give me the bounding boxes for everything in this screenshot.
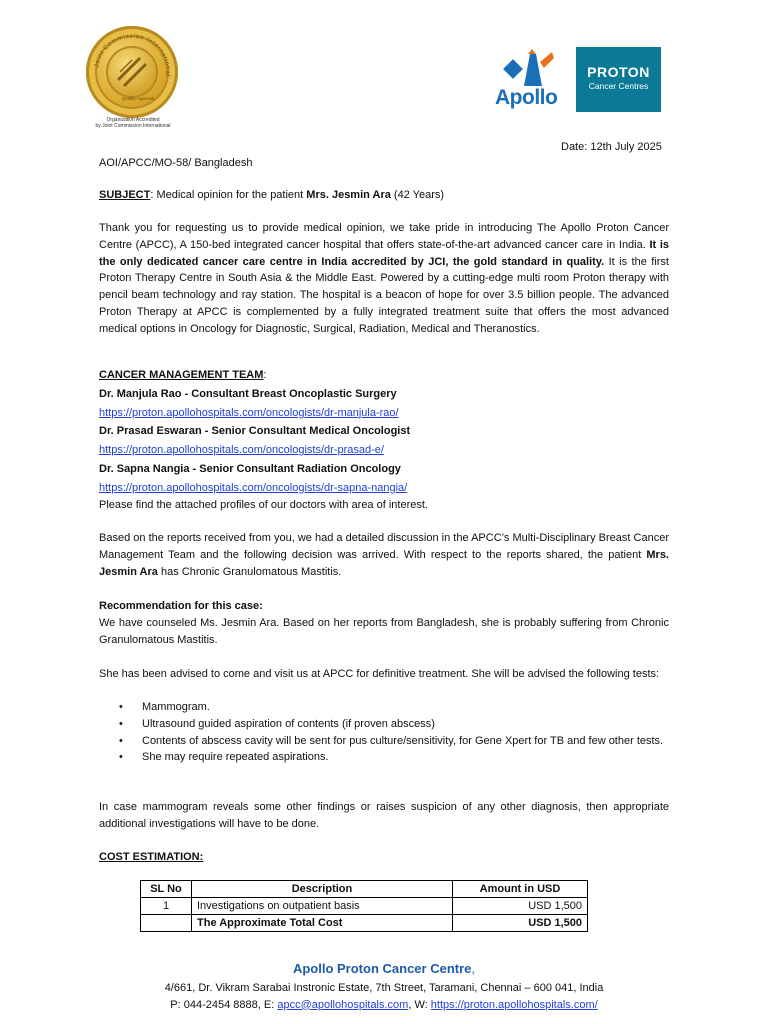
intro-text-1: Thank you for requesting us to provide medical opinion, we take pride in introducing The Apollo Proton Cancer Centre (APCC), A 150-bed integrated cancer hospital that offers state-of-the-art advanced cancer care in India. [99, 222, 669, 251]
recommendation-text: We have counseled Ms. Jesmin Ara. Based on her reports from Bangladesh, she is probably suffering from Chronic Granulomatous Mastitis. [99, 617, 669, 646]
column-header-description: Description [192, 881, 453, 898]
row-sl: 1 [141, 898, 192, 915]
test-item: • Mammogram. [99, 699, 669, 716]
seal-ring-text: Joint Commission International [93, 32, 172, 78]
seal-caption-line2: by Joint Commission International [95, 123, 171, 129]
table-header-row [141, 881, 588, 898]
team-section [99, 367, 669, 513]
footer-phone: P: 044-2454 8888, E: [170, 998, 278, 1011]
seal-emblem-icon [106, 46, 158, 98]
footer-web-label: , W: [408, 998, 431, 1011]
column-header-amount: Amount in USD [453, 881, 588, 898]
table-row [141, 898, 588, 915]
doctor-2-name: Dr. Prasad Eswaran - Senior Consultant Medical Oncologist [99, 425, 411, 438]
table-total-row [141, 915, 588, 932]
intro-jci-highlight: It is the only dedicated cancer care centre in India accredited by JCI, the gold standard in quality. [99, 238, 669, 268]
subject-text: : Medical opinion for the patient [150, 189, 307, 201]
footer [0, 960, 768, 1013]
cost-table [140, 880, 588, 932]
tests-list [99, 699, 669, 766]
doctor-3-name: Dr. Sapna Nangia - Senior Consultant Radiation Oncology [99, 462, 401, 475]
discussion-patient: Mrs. Jesmin Ara [99, 548, 669, 578]
intro-paragraph [99, 220, 669, 338]
team-heading [99, 367, 669, 384]
doctor-2-profile-link[interactable]: https://proton.apollohospitals.com/oncologists/dr-prasad-e/ [99, 444, 384, 457]
seal-inner-label: Quality Approval [121, 96, 155, 101]
footer-contact [0, 997, 768, 1014]
doctor-1-name: Dr. Manjula Rao - Consultant Breast Oncoplastic Surgery [99, 387, 397, 400]
doctor-1-profile-link[interactable]: https://proton.apollohospitals.com/oncologists/dr-manjula-rao/ [99, 406, 399, 419]
discussion-text-2: has Chronic Granulomatous Mastitis. [157, 565, 342, 578]
recommendation-heading: Recommendation for this case: [99, 600, 263, 612]
footer-website-link[interactable]: https://proton.apollohospitals.com/ [430, 998, 598, 1011]
advice-text: She has been advised to come and visit us at APCC for definitive treatment. She will be advised the following tests: [99, 668, 660, 680]
team-heading-text: CANCER MANAGEMENT TEAM [99, 369, 264, 381]
row-description: Investigations on outpatient basis [192, 898, 453, 915]
subject-line [99, 187, 444, 204]
test-item: • Ultrasound guided aspiration of contents (if proven abscess) [99, 716, 669, 733]
footer-title-line [0, 960, 768, 978]
total-amount: USD 1,500 [453, 915, 588, 932]
followup-paragraph: In case mammogram reveals some other findings or raises suspicion of any other diagnosis, then appropriate additional investigations will have to be done. [99, 801, 669, 830]
footer-email-link[interactable]: apcc@apollohospitals.com [277, 998, 409, 1011]
total-label: The Approximate Total Cost [192, 915, 453, 932]
proton-logo-subtitle: Cancer Centres [588, 81, 649, 91]
row-amount: USD 1,500 [453, 898, 588, 915]
letter-date: Date: 12th July 2025 [561, 141, 662, 153]
team-note: Please find the attached profiles of our doctors with area of interest. [99, 498, 428, 511]
subject-patient: Mrs. Jesmin Ara [306, 189, 391, 201]
seal-caption-line1: Organization Accredited [106, 117, 160, 123]
reference-number: AOI/APCC/MO-58/ Bangladesh [99, 157, 253, 169]
seal-center [106, 46, 158, 98]
apollo-emblem-icon [500, 48, 564, 90]
column-header-sl: SL No [141, 881, 192, 898]
apollo-logo-text: Apollo [495, 86, 558, 109]
subject-label: SUBJECT [99, 189, 151, 201]
test-item: • She may require repeated aspirations. [99, 749, 669, 766]
proton-logo-title: PROTON [587, 64, 650, 80]
jci-seal-logo [86, 26, 178, 118]
footer-address: 4/661, Dr. Vikram Sarabai Instronic Estate, 7th Street, Taramani, Chennai – 600 041, India [164, 982, 604, 994]
doctor-3-profile-link[interactable]: https://proton.apollohospitals.com/oncologists/dr-sapna-nangia/ [99, 481, 408, 494]
footer-title-comma: , [471, 961, 476, 976]
subject-age: (42 Years) [390, 189, 445, 201]
seal-caption [92, 117, 174, 129]
team-heading-colon: : [263, 369, 267, 381]
discussion-text-1: Based on the reports received from you, we had a detailed discussion in the APCC’s Multi-Disciplinary Breast Cancer Management Team and the following decision was arrived. With respect to the reports shared, the patient [99, 532, 669, 561]
proton-logo [576, 47, 661, 112]
total-sl-cell [141, 915, 192, 932]
cost-heading: COST ESTIMATION: [99, 851, 204, 863]
intro-text-2: It is the first Proton Therapy Centre in South Asia & the Middle East. Powered by a cutting-edge multi room Proton therapy with pencil beam technology and ray station. The hospital is a beacon of hope for over 3.5 billion people. The advanced Proton Therapy at APCC is complemented by a fully integrated treatment suite that offers the most advanced medical options in Oncology for Diagnostic, Surgical, Radiation, Medical and Theranostics. [99, 255, 669, 335]
discussion-paragraph [99, 530, 669, 580]
test-item: • Contents of abscess cavity will be sent for pus culture/sensitivity, for Gene Xpert for TB and few other tests. [99, 733, 669, 750]
footer-title: Apollo Proton Cancer Centre [292, 961, 472, 976]
